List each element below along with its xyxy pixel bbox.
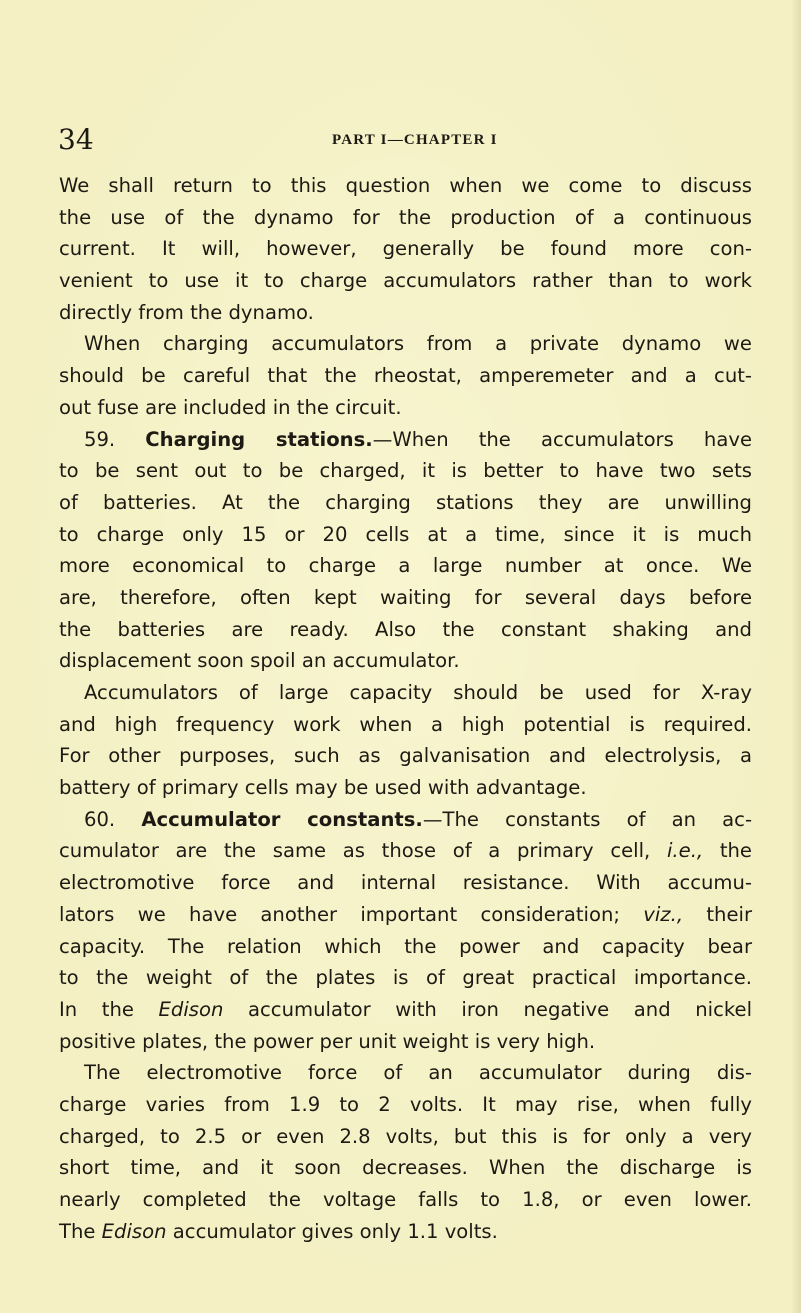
- text-segment: When charging accumulators from a private dynamo we: [84, 332, 752, 356]
- text-segment: more economical to charge a large number at once. We: [59, 554, 752, 578]
- text-line: [59, 265, 752, 297]
- text-line: [59, 233, 752, 265]
- text-line: [59, 1121, 752, 1153]
- text-segment: Accumulators of large capacity should be used for X-ray: [84, 681, 752, 704]
- text-line: [59, 1026, 752, 1058]
- text-line: [59, 740, 752, 772]
- text-line: [59, 550, 752, 582]
- text-line: [59, 1216, 752, 1248]
- text-line: [59, 170, 752, 202]
- text-segment: current. It will, however, generally be found more con-: [59, 237, 752, 261]
- text-segment: out fuse are included in the circuit.: [59, 395, 402, 419]
- text-line: [59, 1184, 752, 1216]
- text-segment: charged, to 2.5 or even 2.8 volts, but this is for only a very: [59, 1124, 752, 1148]
- text-segment: should be careful that the rheostat, amperemeter and a cut-: [59, 364, 752, 388]
- text-line: [59, 392, 752, 424]
- text-line: [59, 772, 752, 804]
- text-line: [59, 360, 752, 392]
- text-line: [59, 899, 752, 931]
- text-line: [59, 1057, 752, 1089]
- text-line: [59, 867, 752, 899]
- text-segment: —When the accumulators have: [372, 427, 753, 451]
- text-segment: accumulator with iron negative and nickel: [223, 997, 753, 1021]
- text-segment: For other purposes, such as galvanisation and electrolysis, a: [59, 744, 752, 768]
- text-line: [59, 202, 752, 234]
- text-segment: the: [703, 839, 752, 863]
- text-segment: In the: [59, 997, 159, 1021]
- text-segment: accumulator gives only 1.1 volts.: [166, 1219, 498, 1243]
- text-line: [59, 328, 752, 360]
- text-segment: to be sent out to be charged, it is better to have two sets: [59, 459, 752, 483]
- text-segment: the batteries are ready. Also the constant shaking and: [59, 617, 752, 641]
- italic-text: Edison: [158, 997, 224, 1021]
- text-segment: The: [59, 1219, 102, 1243]
- text-line: [59, 962, 752, 994]
- text-line: [59, 424, 752, 456]
- italic-text: viz.,: [643, 902, 684, 926]
- text-line: [59, 614, 752, 646]
- text-segment: electromotive force and internal resistance. With accumu-: [59, 871, 752, 895]
- text-segment: positive plates, the power per unit weight is very high.: [59, 1029, 596, 1053]
- section-heading: Accumulator constants.: [141, 807, 423, 831]
- text-segment: capacity. The relation which the power and capacity bear: [59, 934, 752, 958]
- page-edge-shadow: [791, 0, 801, 1313]
- text-segment: venient to use it to charge accumulators rather than to work: [59, 269, 752, 293]
- text-segment: to the weight of the plates is of great practical importance.: [59, 966, 752, 990]
- text-segment: their: [683, 902, 752, 926]
- text-line: [59, 931, 752, 963]
- text-segment: battery of primary cells may be used with advantage.: [59, 776, 587, 800]
- text-line: [59, 1089, 752, 1121]
- text-segment: are, therefore, often kept waiting for several days before: [59, 585, 752, 609]
- text-segment: to charge only 15 or 20 cells at a time, since it is much: [59, 522, 752, 546]
- italic-text: Edison: [101, 1219, 167, 1243]
- body-text: [59, 170, 752, 1247]
- text-segment: 60.: [84, 807, 142, 831]
- text-segment: of batteries. At the charging stations they are unwilling: [59, 490, 752, 514]
- page-header: [58, 122, 758, 158]
- text-segment: cumulator are the same as those of a primary cell,: [59, 839, 667, 863]
- text-line: [59, 835, 752, 867]
- text-segment: —The constants of an ac-: [422, 807, 753, 831]
- text-segment: lators we have another important consideration;: [59, 902, 644, 926]
- text-segment: 59.: [84, 427, 146, 451]
- text-segment: displacement soon spoil an accumulator.: [59, 649, 460, 673]
- text-segment: directly from the dynamo.: [59, 300, 314, 324]
- text-segment: the use of the dynamo for the production of a continuous: [59, 205, 752, 229]
- text-segment: short time, and it soon decreases. When the discharge is: [59, 1156, 752, 1180]
- text-segment: charge varies from 1.9 to 2 volts. It may rise, when fully: [59, 1092, 752, 1116]
- section-heading: Charging stations.: [145, 427, 373, 451]
- text-line: [59, 582, 752, 614]
- text-segment: nearly completed the voltage falls to 1.8, or even lower.: [59, 1188, 752, 1211]
- text-line: [59, 804, 752, 836]
- text-line: [59, 519, 752, 551]
- text-line: [59, 297, 752, 329]
- text-line: [59, 645, 752, 677]
- running-head: PART I—CHAPTER I: [332, 132, 498, 148]
- page-number: 34: [58, 123, 94, 156]
- text-line: [59, 994, 752, 1026]
- text-line: [59, 487, 752, 519]
- text-segment: We shall return to this question when we come to discuss: [59, 174, 752, 197]
- text-line: [59, 709, 752, 741]
- text-line: [59, 677, 752, 709]
- text-line: [59, 1152, 752, 1184]
- text-segment: The electromotive force of an accumulator during dis-: [84, 1061, 752, 1085]
- italic-text: i.e.,: [666, 839, 704, 863]
- text-line: [59, 455, 752, 487]
- text-segment: and high frequency work when a high potential is required.: [59, 712, 752, 736]
